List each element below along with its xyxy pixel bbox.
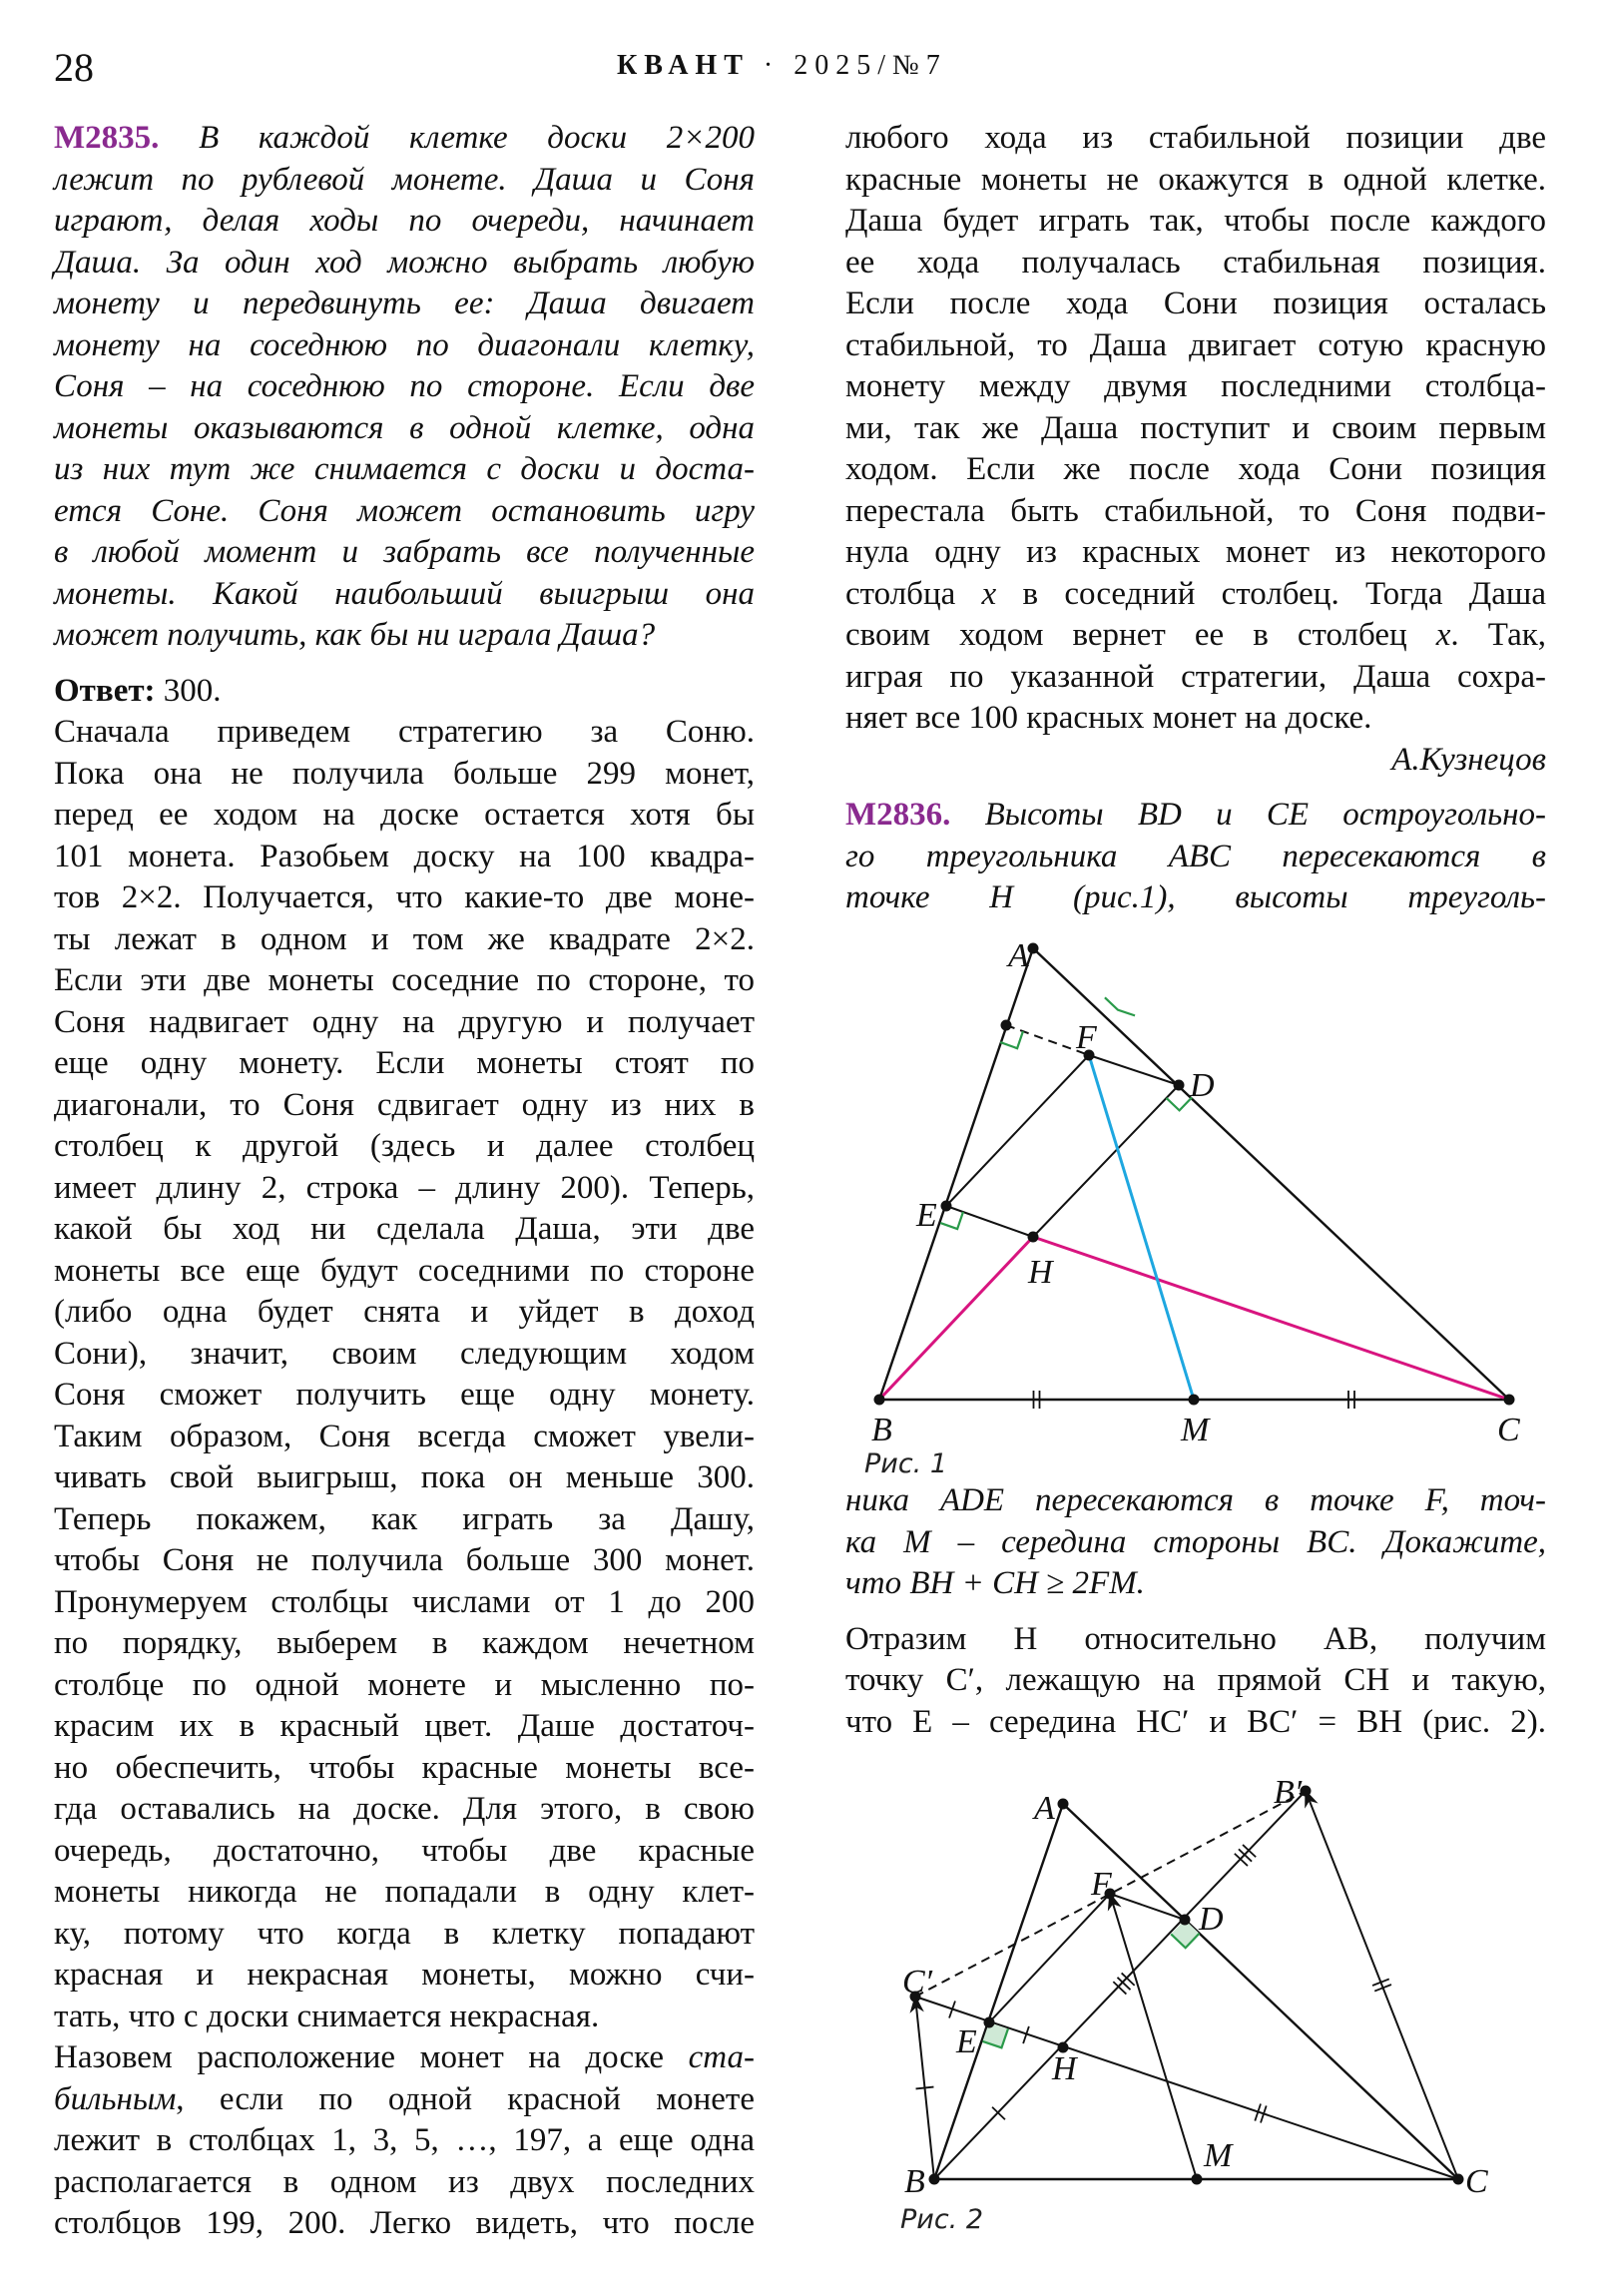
point-dot bbox=[1180, 1915, 1191, 1926]
solution-line: Сначала приведем стратегию за Соню. bbox=[54, 714, 755, 750]
solution-line: чтобы Соня не получила больше 300 монет. bbox=[54, 1542, 755, 1578]
statement-line: ника ADE пересекаются в точке F, точ- bbox=[845, 1482, 1546, 1518]
label-d: D bbox=[1190, 1067, 1215, 1104]
point-dot bbox=[874, 1395, 885, 1406]
solution-line: 101 монета. Разобьем доску на 100 квадра- bbox=[54, 838, 755, 874]
solution-line: красим их в красный цвет. Даше достаточ- bbox=[54, 1708, 755, 1744]
label-b: B bbox=[871, 1412, 892, 1448]
solution-line: монеты все еще будут соседними по стороне bbox=[54, 1252, 755, 1289]
statement-line: точке H (рис.1), высоты треуголь- bbox=[845, 879, 1546, 915]
label-e: E bbox=[956, 2023, 977, 2060]
solution-line: няет все 100 красных монет на доске. bbox=[845, 700, 1372, 736]
label-e: E bbox=[916, 1197, 937, 1234]
segment-fd bbox=[1089, 1055, 1179, 1085]
figure-caption: Рис. 2 bbox=[900, 2204, 984, 2235]
answer-value: 300. bbox=[155, 672, 222, 709]
point-dot bbox=[1453, 2174, 1464, 2185]
point-dot bbox=[1504, 1395, 1515, 1406]
journal-name: КВАНТ bbox=[617, 50, 750, 81]
solution-line: Таким образом, Соня всегда сможет увели- bbox=[54, 1418, 755, 1454]
statement-line: В каждой клетке доски 2×200 bbox=[199, 120, 755, 156]
solution-line: (либо одна будет снята и уйдет в доход bbox=[54, 1294, 755, 1330]
label-b-prime: B′ bbox=[1274, 1774, 1303, 1811]
solution-line: Сони), значит, своим следующим ходом bbox=[54, 1335, 755, 1372]
point-dot bbox=[1028, 943, 1039, 954]
label-m: M bbox=[1181, 1412, 1210, 1448]
solution-line: Пронумеруем столбцы числами от 1 до 200 bbox=[54, 1583, 755, 1620]
solution-line: но обеспечить, чтобы красные монеты все- bbox=[54, 1749, 755, 1786]
statement-line: играют, делая ходы по очереди, начинает bbox=[54, 203, 755, 239]
vector-c-bprime bbox=[1306, 1791, 1458, 2179]
point-dot bbox=[1174, 1080, 1185, 1091]
solution-line: тать, что с доски снимается некрасная. bbox=[54, 1998, 600, 2034]
author-signature: А.Кузнецов bbox=[1391, 741, 1546, 778]
label-b: B bbox=[904, 2163, 925, 2200]
text-span: в соседний столбец. Тогда Даша bbox=[996, 575, 1546, 612]
side-ab bbox=[934, 1804, 1063, 2179]
label-c: C bbox=[1465, 2163, 1488, 2200]
solution-line: красные монеты не окажутся в одной клетке. bbox=[845, 161, 1546, 198]
statement-line: монету и передвинуть ее: Даша двигает bbox=[54, 286, 755, 321]
figure-1 bbox=[864, 937, 1520, 1479]
label-f: F bbox=[1091, 1866, 1112, 1903]
solution-line: любого хода из стабильной позиции две bbox=[845, 120, 1546, 156]
solution-line: диагонали, то Соня сдвигает одну из них в bbox=[54, 1086, 755, 1123]
segment-fd bbox=[1110, 1894, 1185, 1920]
solution-line: ми, так же Даша поступит и своим первым bbox=[845, 409, 1546, 446]
solution-line: Соня надвигает одну на другую и получает bbox=[54, 1003, 755, 1040]
right-angle-mark bbox=[1167, 1097, 1193, 1110]
solution-line: ты лежат в одном и том же квадрате 2×2. bbox=[54, 920, 755, 957]
solution-line: лежит в столбцах 1, 3, 5, …, 197, а еще одна bbox=[54, 2122, 755, 2158]
solution-line: Пока она не получила больше 299 монет, bbox=[54, 755, 755, 792]
statement-line: го треугольника ABC пересекаются в bbox=[845, 838, 1546, 874]
solution-line: Теперь покажем, как играть за Дашу, bbox=[54, 1500, 755, 1537]
solution-line: красная и некрасная монеты, можно счи- bbox=[54, 1957, 755, 1993]
side-ac bbox=[1033, 948, 1509, 1400]
text-span: столбца bbox=[845, 575, 982, 612]
solution-line: еще одну монету. Если монеты стоят по bbox=[54, 1045, 755, 1081]
solution-line: играя по указанной стратегии, Даша сохра- bbox=[845, 658, 1546, 695]
point-dot bbox=[984, 2017, 995, 2028]
label-c-prime: C′ bbox=[902, 1964, 933, 2001]
statement-line: монеты. Какой наибольший выигрыш она bbox=[54, 575, 755, 612]
statement-line: из них тут же снимается с доски и доста- bbox=[54, 451, 755, 487]
text-span: Назовем расположение монет на доске bbox=[54, 2039, 689, 2075]
solution-line: по порядку, выберем в каждом нечетном bbox=[54, 1625, 755, 1661]
solution-line: столбцов 199, 200. Легко видеть, что после bbox=[54, 2205, 755, 2241]
point-dot bbox=[1058, 1799, 1069, 1810]
solution-line: Если после хода Сони позиция осталась bbox=[845, 286, 1546, 321]
solution-line: ее хода получалась стабильная позиция. bbox=[845, 244, 1546, 281]
statement-line: Соня – на соседнюю по стороне. Если две bbox=[54, 368, 755, 404]
solution-line: Если эти две монеты соседние по стороне, то bbox=[54, 962, 755, 998]
solution-line: Отразим H относительно AB, получим bbox=[845, 1620, 1546, 1657]
label-f: F bbox=[1076, 1019, 1097, 1056]
line-b-bprime bbox=[934, 1791, 1306, 2179]
solution-line: гда оставались на доске. Для этого, в свою bbox=[54, 1791, 755, 1827]
text-span: своим ходом вернет ее в столбец bbox=[845, 617, 1436, 653]
point-dot bbox=[1028, 1232, 1039, 1243]
solution-line: Соня сможет получить еще одну монету. bbox=[54, 1377, 755, 1413]
text-span: . Так, bbox=[1450, 617, 1547, 653]
statement-line: монету на соседнюю по диагонали клетку, bbox=[54, 326, 755, 363]
solution-line: чивать свой выигрыш, пока он меньше 300. bbox=[54, 1459, 755, 1495]
line-cprime-c bbox=[915, 1997, 1458, 2179]
label-m: M bbox=[1204, 2137, 1233, 2174]
text-span: , если по одной красной монете bbox=[176, 2080, 755, 2117]
statement-line: может получить, как бы ни играла Даша? bbox=[54, 617, 656, 653]
segment-fm bbox=[1089, 1055, 1194, 1400]
statement-line: монеты оказываются в одной клетке, одна bbox=[54, 409, 755, 446]
label-h: H bbox=[1052, 2050, 1077, 2087]
point-dot bbox=[1189, 1395, 1200, 1406]
label-c: C bbox=[1497, 1412, 1520, 1448]
right-angle-mark bbox=[940, 1212, 963, 1229]
figure-caption: Рис. 1 bbox=[864, 1448, 948, 1479]
statement-line: ка M – середина стороны BC. Докажите, bbox=[845, 1523, 1546, 1560]
segment-hc bbox=[1033, 1237, 1509, 1400]
right-angle-mark bbox=[1105, 997, 1135, 1015]
solution-line: имеет длину 2, строка – длину 200). Теперь, bbox=[54, 1169, 755, 1206]
statement-line: Высоты BD и CE остроугольно- bbox=[984, 797, 1546, 833]
page-number: 28 bbox=[54, 45, 94, 90]
equal-tick bbox=[916, 2087, 934, 2089]
solution-line: монету между двумя последними столбца- bbox=[845, 368, 1546, 404]
solution-line: столбце по одной монете и мысленно по- bbox=[54, 1666, 755, 1703]
solution-line: ходом. Если же после хода Сони позиция bbox=[845, 451, 1546, 487]
problem-id: М2835. bbox=[54, 120, 160, 156]
issue-number: 2025/№7 bbox=[794, 50, 947, 81]
label-a: A bbox=[1008, 937, 1029, 974]
statement-line: Даша. За один ход можно выбрать любую bbox=[54, 244, 755, 281]
statement-line: в любой момент и забрать все полученные bbox=[54, 534, 755, 570]
variable: x bbox=[981, 575, 997, 612]
term-italic: ста- bbox=[688, 2039, 755, 2075]
point-dot bbox=[1192, 2174, 1203, 2185]
solution-line: какой бы ход ни сделала Даша, эти две bbox=[54, 1211, 755, 1247]
statement-line: лежит по рублевой монете. Даша и Соня bbox=[54, 161, 755, 198]
problem-id: М2836. bbox=[845, 797, 951, 833]
side-ab bbox=[879, 948, 1033, 1400]
label-d: D bbox=[1199, 1901, 1224, 1938]
solution-line: ку, потому что когда в клетку попадают bbox=[54, 1915, 755, 1952]
point-dot bbox=[941, 1201, 952, 1212]
answer-label: Ответ: bbox=[54, 672, 156, 709]
solution-line: перестала быть стабильной, то Соня подви- bbox=[845, 492, 1546, 529]
solution-line: что E – середина HC′ и BC′ = BH (рис. 2). bbox=[845, 1703, 1546, 1740]
solution-line: Даша будет играть так, чтобы после каждого bbox=[845, 203, 1546, 239]
solution-line: перед ее ходом на доске остается хотя бы bbox=[54, 797, 755, 833]
solution-line: располагается в одном из двух последних bbox=[54, 2163, 755, 2200]
label-a: A bbox=[1034, 1790, 1055, 1827]
solution-line: точку C′, лежащую на прямой CH и такую, bbox=[845, 1662, 1546, 1698]
term-italic: бильным bbox=[54, 2080, 177, 2117]
statement-line: ется Соне. Соня может остановить игру bbox=[54, 492, 755, 529]
solution-line: очередь, достаточно, чтобы две красные bbox=[54, 1832, 755, 1869]
figure-2 bbox=[900, 1774, 1488, 2235]
solution-line: нула одну из красных монет из некоторого bbox=[845, 534, 1546, 570]
solution-line: столбец к другой (здесь и далее столбец bbox=[54, 1128, 755, 1164]
point-dot bbox=[929, 2174, 940, 2185]
segment-ef bbox=[989, 1894, 1110, 2022]
solution-line: стабильной, то Даша двигает сотую красную bbox=[845, 326, 1546, 363]
segment-bh bbox=[879, 1237, 1033, 1400]
header-separator: · bbox=[763, 50, 781, 81]
solution-line: тов 2×2. Получается, что какие-то две моне- bbox=[54, 879, 755, 915]
segment-ef bbox=[946, 1055, 1089, 1206]
statement-line: что BH + CH ≥ 2FM. bbox=[845, 1565, 1145, 1601]
label-h: H bbox=[1028, 1254, 1053, 1291]
point-dot bbox=[1001, 1020, 1012, 1031]
solution-line: монеты никогда не попадали в одну клет- bbox=[54, 1874, 755, 1910]
variable: x bbox=[1435, 617, 1451, 653]
